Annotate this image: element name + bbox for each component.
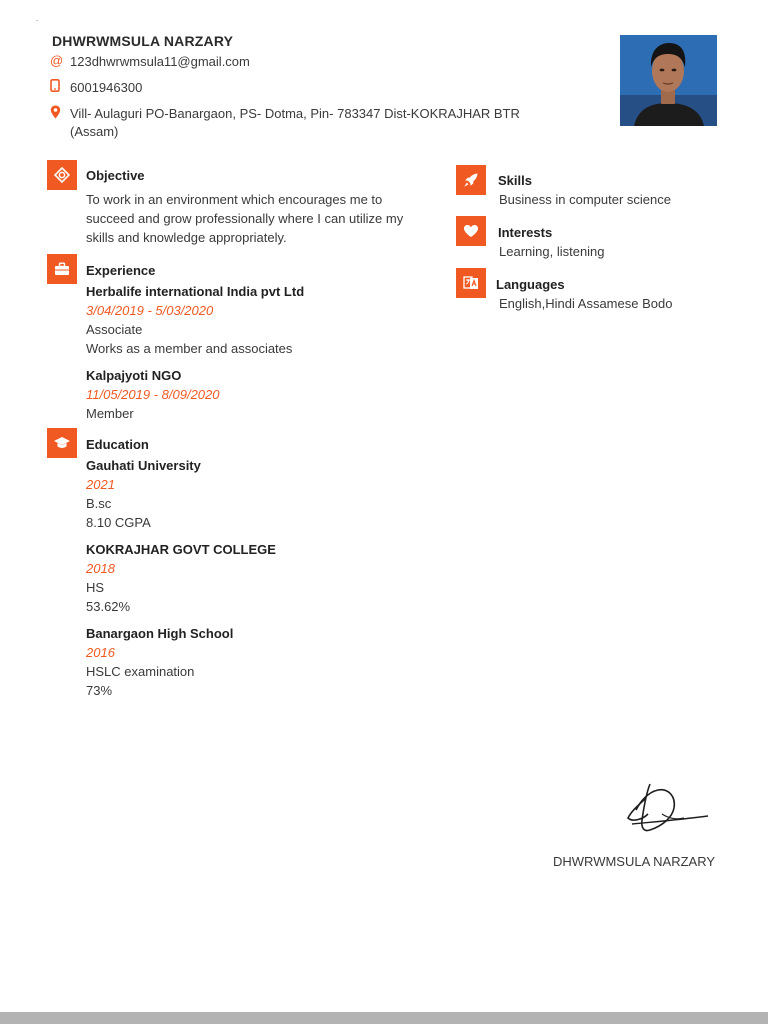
job-description: Works as a member and associates: [86, 341, 293, 356]
address-row: [50, 105, 540, 141]
education-item: [86, 456, 201, 532]
heart-icon: [456, 216, 486, 246]
objective-text: To work in an environment which encourages me to succeed and grow professionally where I can utilize my skills and knowledge appropriately.: [86, 192, 404, 245]
education-heading: Education: [86, 437, 149, 452]
email-text[interactable]: 123dhwrwmsula11@gmail.com: [70, 54, 250, 69]
at-icon: @: [50, 53, 64, 68]
score: 73%: [86, 683, 113, 698]
degree: B.sc: [86, 496, 112, 511]
stray-dot: .: [36, 14, 39, 23]
job-role: Member: [86, 406, 134, 421]
company-name: Kalpajyoti NGO: [86, 368, 182, 383]
address-text: Vill- Aulaguri PO-Banargaon, PS- Dotma, Pin- 783347 Dist-KOKRAJHAR BTR (Assam): [70, 106, 520, 139]
score: 8.10 CGPA: [86, 515, 151, 530]
job-role: Associate: [86, 322, 143, 337]
phone-icon: [50, 79, 70, 95]
experience-heading: Experience: [86, 263, 156, 278]
company-name: Herbalife international India pvt Ltd: [86, 284, 305, 299]
profile-photo: [620, 35, 717, 126]
degree: HSLC examination: [86, 664, 195, 679]
phone-text: 6001946300: [70, 80, 143, 95]
skills-heading: Skills: [498, 173, 532, 188]
interests-heading: Interests: [498, 225, 553, 240]
interests-text: Learning, listening: [499, 244, 605, 259]
education-year: 2018: [86, 561, 115, 576]
briefcase-icon: [47, 254, 77, 284]
objective-heading: Objective: [86, 168, 145, 183]
score: 53.62%: [86, 599, 131, 614]
education-item: [86, 540, 276, 616]
rocket-icon: [456, 165, 486, 195]
school-name: KOKRAJHAR GOVT COLLEGE: [86, 542, 276, 557]
phone-row: [50, 79, 142, 97]
education-year: 2021: [86, 477, 115, 492]
target-icon: [47, 160, 77, 190]
email-row: [50, 53, 250, 71]
location-pin-icon: [50, 105, 70, 122]
education-year: 2016: [86, 645, 115, 660]
degree: HS: [86, 580, 105, 595]
school-name: Gauhati University: [86, 458, 201, 473]
candidate-name: DHWRWMSULA NARZARY: [52, 33, 234, 49]
experience-item: [86, 282, 304, 358]
languages-text: English,Hindi Assamese Bodo: [499, 296, 673, 311]
signature-name: DHWRWMSULA NARZARY: [553, 854, 716, 869]
education-item: [86, 624, 233, 700]
signature-image: [622, 780, 712, 836]
languages-heading: Languages: [496, 277, 565, 292]
skills-text: Business in computer science: [499, 192, 671, 207]
date-range: 3/04/2019 - 5/03/2020: [86, 303, 214, 318]
graduation-cap-icon: [47, 428, 77, 458]
experience-item: [86, 366, 220, 423]
school-name: Banargaon High School: [86, 626, 234, 641]
footer-bar: [0, 1012, 768, 1024]
date-range: 11/05/2019 - 8/09/2020: [86, 387, 220, 402]
translate-icon: [456, 268, 486, 298]
